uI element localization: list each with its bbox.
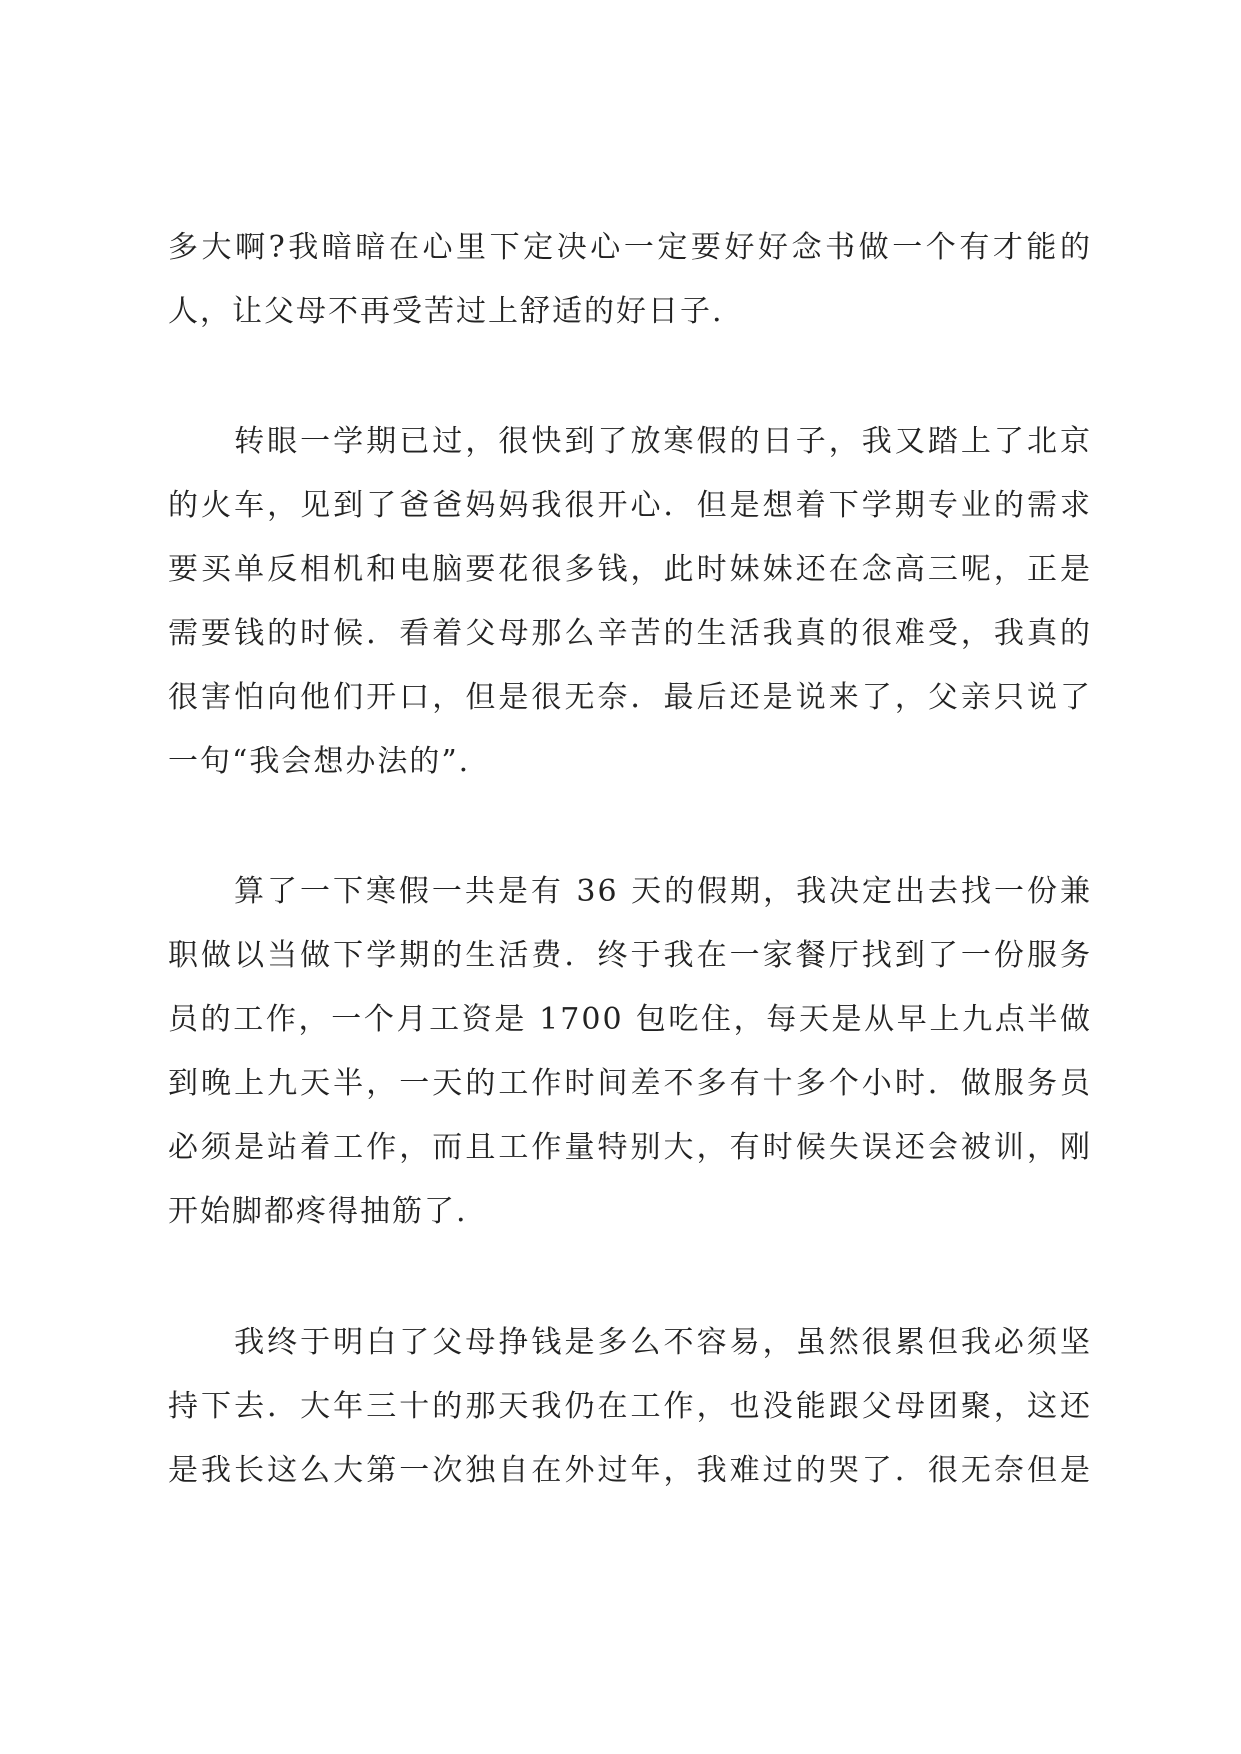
text-line: 算了一下寒假一共是有 36 天的假期，我决定出去找一份兼: [168, 874, 1092, 909]
text-line: 要买单反相机和电脑要花很多钱，此时妹妹还在念高三呢，正是: [168, 552, 1092, 587]
text-line: 很害怕向他们开口，但是很无奈．最后还是说来了，父亲只说了: [168, 680, 1092, 715]
text-line: 的火车，见到了爸爸妈妈我很开心．但是想着下学期专业的需求: [168, 488, 1092, 523]
text-line: 持下去．大年三十的那天我仍在工作，也没能跟父母团聚，这还: [168, 1389, 1092, 1424]
text-line: 开始脚都疼得抽筋了.: [168, 1194, 468, 1229]
paragraph-3: [168, 860, 1092, 1244]
text-line: 是我长这么大第一次独自在外过年，我难过的哭了．很无奈但是: [168, 1453, 1092, 1488]
text-line: 人，让父母不再受苦过上舒适的好日子.: [168, 294, 724, 329]
paragraph-2: [168, 410, 1092, 794]
text-line: 需要钱的时候．看着父母那么辛苦的生活我真的很难受，我真的: [168, 616, 1092, 651]
text-line: 职做以当做下学期的生活费．终于我在一家餐厅找到了一份服务: [168, 938, 1092, 973]
paragraph-1: [168, 216, 1092, 344]
text-line: 必须是站着工作，而且工作量特别大，有时候失误还会被训，刚: [168, 1130, 1092, 1165]
text-line: 一句“我会想办法的”.: [168, 744, 471, 779]
text-line: 多大啊?我暗暗在心里下定决心一定要好好念书做一个有才能的: [168, 230, 1092, 265]
paragraph-4: [168, 1311, 1092, 1503]
text-line: 到晚上九天半，一天的工作时间差不多有十多个小时．做服务员: [168, 1066, 1092, 1101]
text-line: 我终于明白了父母挣钱是多么不容易，虽然很累但我必须坚: [168, 1325, 1092, 1360]
text-line: 转眼一学期已过，很快到了放寒假的日子，我又踏上了北京: [168, 424, 1092, 459]
text-line: 员的工作，一个月工资是 1700 包吃住，每天是从早上九点半做: [168, 1002, 1092, 1037]
